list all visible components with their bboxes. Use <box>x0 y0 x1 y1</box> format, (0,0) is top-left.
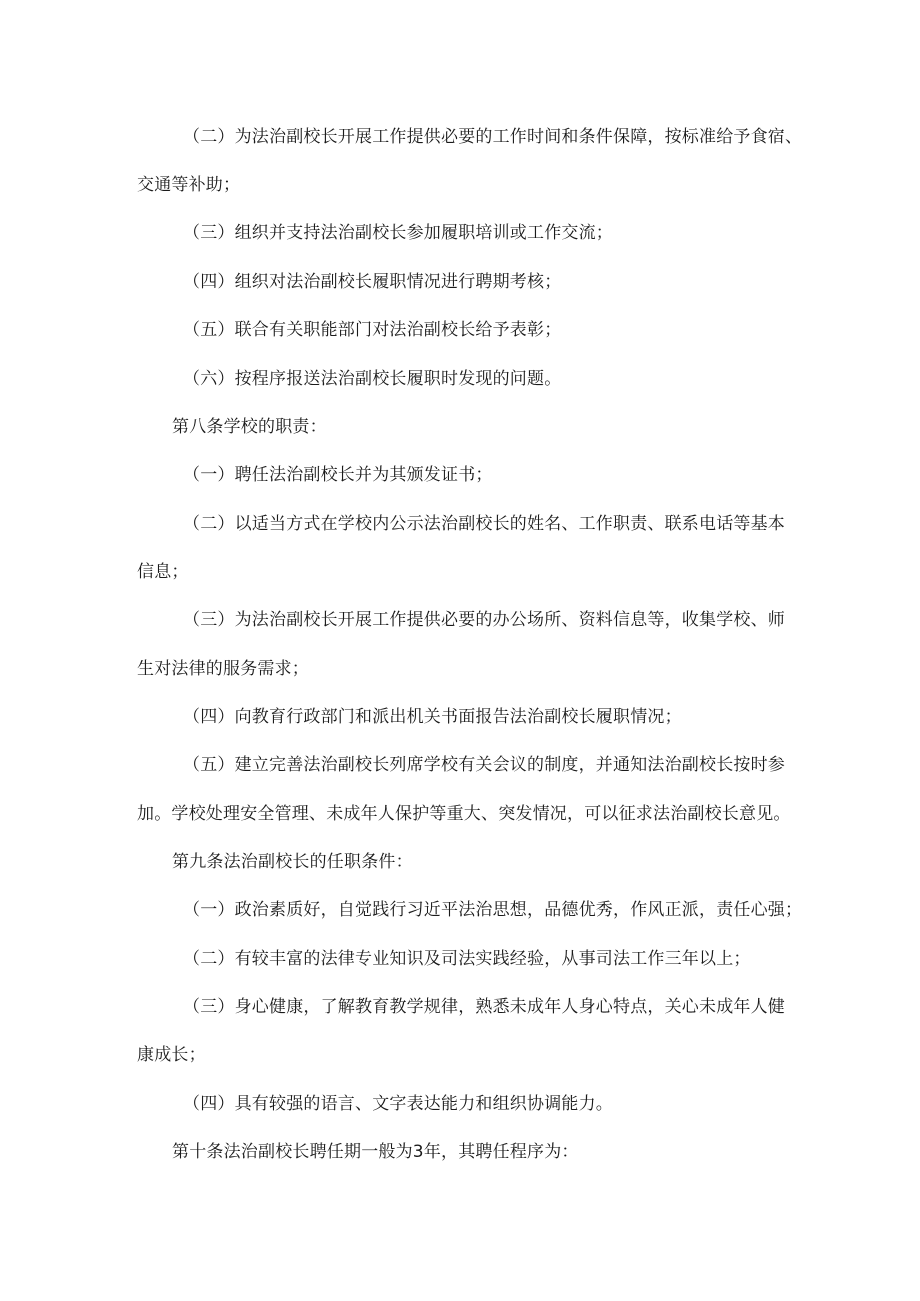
text-line: （六）按程序报送法治副校长履职时发现的问题。 <box>183 369 562 389</box>
text-line: 信息； <box>137 562 189 582</box>
article-heading: 第八条学校的职责： <box>172 417 327 437</box>
text-line: 生对法律的服务需求； <box>137 659 309 679</box>
article-heading: 第十条法治副校长聘任期一般为3年，其聘任程序为： <box>172 1142 579 1162</box>
text-line: （二）为法治副校长开展工作提供必要的工作时间和条件保障，按标准给予食宿、 <box>183 127 803 147</box>
article-heading: 第九条法治副校长的任职条件： <box>172 852 413 872</box>
text-line: 加。学校处理安全管理、未成年人保护等重大、突发情况，可以征求法治副校长意见。 <box>137 804 791 824</box>
text-line: （一）政治素质好，自觉践行习近平法治思想，品德优秀，作风正派，责任心强； <box>183 900 803 920</box>
text-line: 康成长； <box>137 1045 206 1065</box>
text-line: （一）聘任法治副校长并为其颁发证书； <box>183 465 493 485</box>
text-line: 交通等补助； <box>137 175 241 195</box>
text-line: （三）为法治副校长开展工作提供必要的办公场所、资料信息等，收集学校、师 <box>183 610 785 630</box>
text-line: （五）建立完善法治副校长列席学校有关会议的制度，并通知法治副校长按时参 <box>183 755 785 775</box>
text-line: （二）以适当方式在学校内公示法治副校长的姓名、工作职责、联系电话等基本 <box>183 514 785 534</box>
text-line: （四）具有较强的语言、文字表达能力和组织协调能力。 <box>183 1094 613 1114</box>
text-line: （二）有较丰富的法律专业知识及司法实践经验，从事司法工作三年以上； <box>183 949 751 969</box>
text-line: （三）身心健康，了解教育教学规律，熟悉未成年人身心特点，关心未成年人健 <box>183 997 785 1017</box>
text-line: （四）组织对法治副校长履职情况进行聘期考核； <box>183 272 562 292</box>
text-line: （四）向教育行政部门和派出机关书面报告法治副校长履职情况； <box>183 707 682 727</box>
text-line: （五）联合有关职能部门对法治副校长给予表彰； <box>183 320 562 340</box>
text-line: （三）组织并支持法治副校长参加履职培训或工作交流； <box>183 223 613 243</box>
